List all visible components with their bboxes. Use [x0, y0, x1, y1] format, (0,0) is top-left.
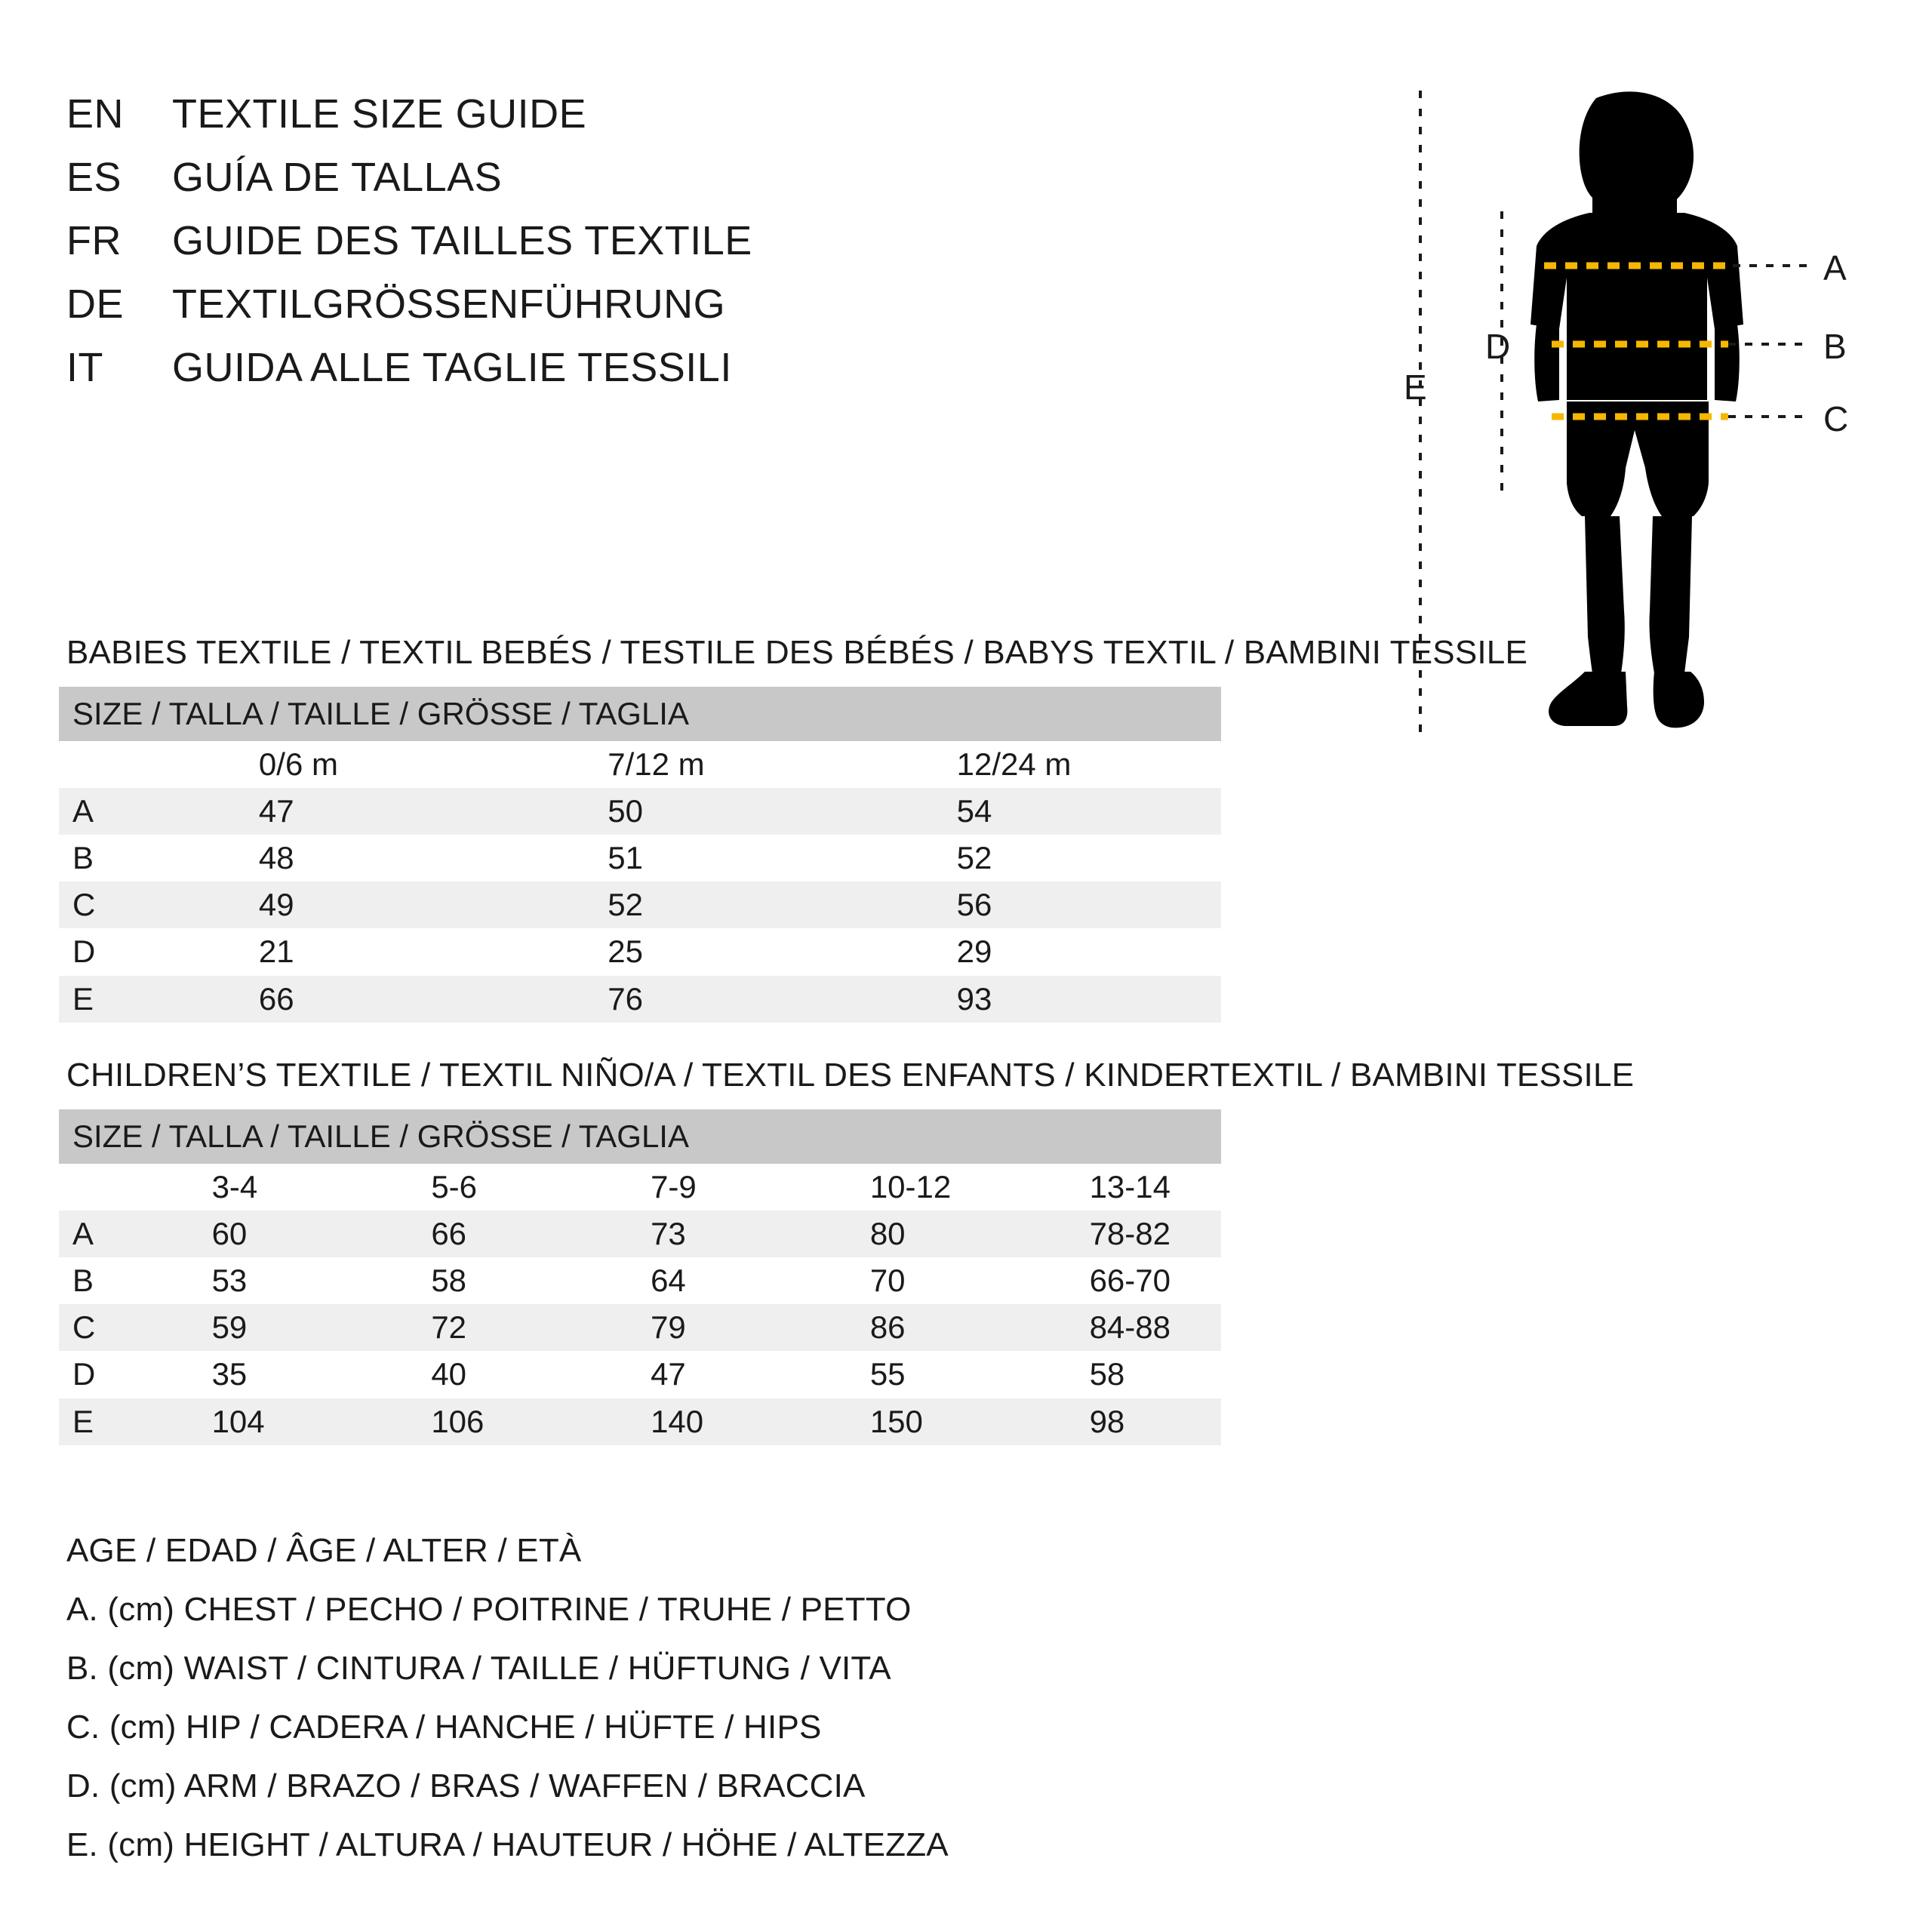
- children-row-label-b: B: [72, 1263, 94, 1299]
- babies-size-table: [59, 687, 1221, 1023]
- children-row-label-d: D: [72, 1356, 96, 1392]
- language-code-es: ES: [66, 155, 122, 200]
- table-row: [59, 788, 1221, 835]
- children-cell-a-2: 73: [566, 1211, 786, 1257]
- children-cell-c-1: 72: [346, 1304, 566, 1351]
- children-cell-e-1: 106: [346, 1398, 566, 1445]
- children-row-label-a: A: [59, 1211, 128, 1257]
- children-cell-d-4: 58: [1089, 1356, 1125, 1392]
- language-code-en: EN: [66, 91, 125, 137]
- language-title-es: GUÍA DE TALLAS: [172, 155, 503, 200]
- babies-band-label: SIZE / TALLA / TAILLE / GRÖSSE / TAGLIA: [59, 687, 1221, 741]
- children-cell-c-2: 79: [566, 1304, 786, 1351]
- babies-cell-e-2: 93: [872, 976, 1221, 1023]
- babies-cell-b-0: 48: [258, 840, 294, 876]
- babies-cell-e-1: 76: [523, 976, 872, 1023]
- children-column-header-1: 5-6: [431, 1169, 478, 1205]
- children-column-header-2: 7-9: [651, 1169, 697, 1205]
- children-cell-c-3: 86: [786, 1304, 1005, 1351]
- language-row-it: [66, 344, 1349, 391]
- children-cell-c-4: 84-88: [1005, 1304, 1221, 1351]
- legend-line-hip: C. (cm) HIP / CADERA / HANCHE / HÜFTE / HIPS: [66, 1709, 822, 1746]
- table-row: [59, 835, 1221, 881]
- babies-column-header-1: 7/12 m: [608, 746, 705, 783]
- table-row: [59, 1257, 1221, 1304]
- children-cell-e-3: 150: [786, 1398, 1005, 1445]
- children-band-label: SIZE / TALLA / TAILLE / GRÖSSE / TAGLIA: [59, 1109, 1221, 1164]
- babies-row-label-c: C: [59, 881, 174, 928]
- legend-line-waist: B. (cm) WAIST / CINTURA / TAILLE / HÜFTUNG / VITA: [66, 1650, 891, 1687]
- babies-cell-c-1: 52: [523, 881, 872, 928]
- babies-section-title: BABIES TEXTILE / TEXTIL BEBÉS / TESTILE DES BÉBÉS / BABYS TEXTIL / BAMBINI TESSILE: [66, 634, 1528, 671]
- language-code-it: IT: [66, 345, 103, 390]
- babies-row-label-e: E: [59, 976, 174, 1023]
- babies-cell-e-0: 66: [174, 976, 523, 1023]
- figure-label-b: B: [1823, 327, 1847, 366]
- children-column-header-4: 13-14: [1089, 1169, 1171, 1205]
- babies-row-label-b: B: [72, 840, 94, 876]
- language-title-block: [66, 91, 1349, 408]
- children-cell-e-0: 104: [128, 1398, 347, 1445]
- table-row: [59, 881, 1221, 928]
- children-cell-d-3: 55: [869, 1356, 906, 1392]
- children-cell-c-0: 59: [128, 1304, 347, 1351]
- babies-column-header-row: [59, 741, 1221, 788]
- table-row: [59, 1351, 1221, 1398]
- children-size-table: [59, 1109, 1221, 1445]
- children-table-band-row: [59, 1109, 1221, 1164]
- children-header-corner: [59, 1164, 128, 1211]
- babies-cell-c-0: 49: [174, 881, 523, 928]
- figure-label-c: C: [1823, 399, 1849, 438]
- babies-cell-a-0: 47: [174, 788, 523, 835]
- figure-label-a: A: [1823, 248, 1847, 288]
- language-title-de: TEXTILGRÖSSENFÜHRUNG: [172, 281, 726, 327]
- children-cell-a-3: 80: [786, 1211, 1005, 1257]
- babies-row-label-d: D: [72, 934, 96, 970]
- language-code-fr: FR: [66, 218, 122, 263]
- measurement-legend: [66, 1532, 1425, 1885]
- figure-label-e: E: [1404, 368, 1427, 407]
- children-cell-b-3: 70: [869, 1263, 906, 1299]
- children-row-label-e: E: [59, 1398, 128, 1445]
- language-row-en: [66, 91, 1349, 137]
- babies-cell-a-1: 50: [523, 788, 872, 835]
- child-silhouette-shape: [1531, 91, 1743, 728]
- children-cell-a-4: 78-82: [1005, 1211, 1221, 1257]
- legend-line-age: AGE / EDAD / ÂGE / ALTER / ETÀ: [66, 1532, 582, 1569]
- table-row: [59, 928, 1221, 975]
- children-cell-b-0: 53: [211, 1263, 248, 1299]
- babies-column-header-2: 12/24 m: [956, 746, 1072, 783]
- children-cell-b-4: 66-70: [1089, 1263, 1171, 1299]
- table-row: [59, 1304, 1221, 1351]
- children-column-header-row: [59, 1164, 1221, 1211]
- children-cell-d-2: 47: [651, 1356, 686, 1392]
- children-cell-a-0: 60: [128, 1211, 347, 1257]
- babies-cell-d-1: 25: [608, 934, 643, 970]
- table-row: [59, 1211, 1221, 1257]
- babies-table-band-row: [59, 687, 1221, 741]
- babies-cell-b-1: 51: [608, 840, 643, 876]
- children-cell-d-1: 40: [431, 1356, 467, 1392]
- table-row: [59, 1398, 1221, 1445]
- children-column-header-3: 10-12: [869, 1169, 952, 1205]
- language-row-fr: [66, 217, 1349, 264]
- language-title-it: GUIDA ALLE TAGLIE TESSILI: [172, 345, 732, 390]
- babies-cell-d-2: 29: [956, 934, 992, 970]
- babies-cell-c-2: 56: [872, 881, 1221, 928]
- language-title-en: TEXTILE SIZE GUIDE: [172, 91, 587, 137]
- legend-line-chest: A. (cm) CHEST / PECHO / POITRINE / TRUHE / PETTO: [66, 1591, 912, 1628]
- babies-cell-d-0: 21: [258, 934, 294, 970]
- babies-cell-a-2: 54: [872, 788, 1221, 835]
- children-cell-d-0: 35: [211, 1356, 248, 1392]
- legend-line-arm: D. (cm) ARM / BRAZO / BRAS / WAFFEN / BRACCIA: [66, 1767, 866, 1804]
- babies-header-corner: [59, 741, 174, 788]
- babies-row-label-a: A: [59, 788, 174, 835]
- children-cell-a-1: 66: [346, 1211, 566, 1257]
- children-column-header-0: 3-4: [211, 1169, 258, 1205]
- legend-line-height: E. (cm) HEIGHT / ALTURA / HAUTEUR / HÖHE / ALTEZZA: [66, 1826, 949, 1863]
- children-cell-b-2: 64: [651, 1263, 686, 1299]
- language-row-de: [66, 281, 1349, 328]
- children-row-label-c: C: [59, 1304, 128, 1351]
- children-cell-e-2: 140: [566, 1398, 786, 1445]
- language-title-fr: GUIDE DES TAILLES TEXTILE: [172, 218, 752, 263]
- children-section-title: CHILDREN’S TEXTILE / TEXTIL NIÑO/A / TEXTIL DES ENFANTS / KINDERTEXTIL / BAMBINI TESSILE: [66, 1057, 1635, 1094]
- babies-column-header-0: 0/6 m: [258, 746, 338, 783]
- children-cell-e-4: 98: [1005, 1398, 1221, 1445]
- figure-label-d: D: [1485, 327, 1511, 366]
- babies-cell-b-2: 52: [956, 840, 992, 876]
- children-cell-b-1: 58: [431, 1263, 467, 1299]
- language-code-de: DE: [66, 281, 125, 327]
- table-row: [59, 976, 1221, 1023]
- language-row-es: [66, 154, 1349, 201]
